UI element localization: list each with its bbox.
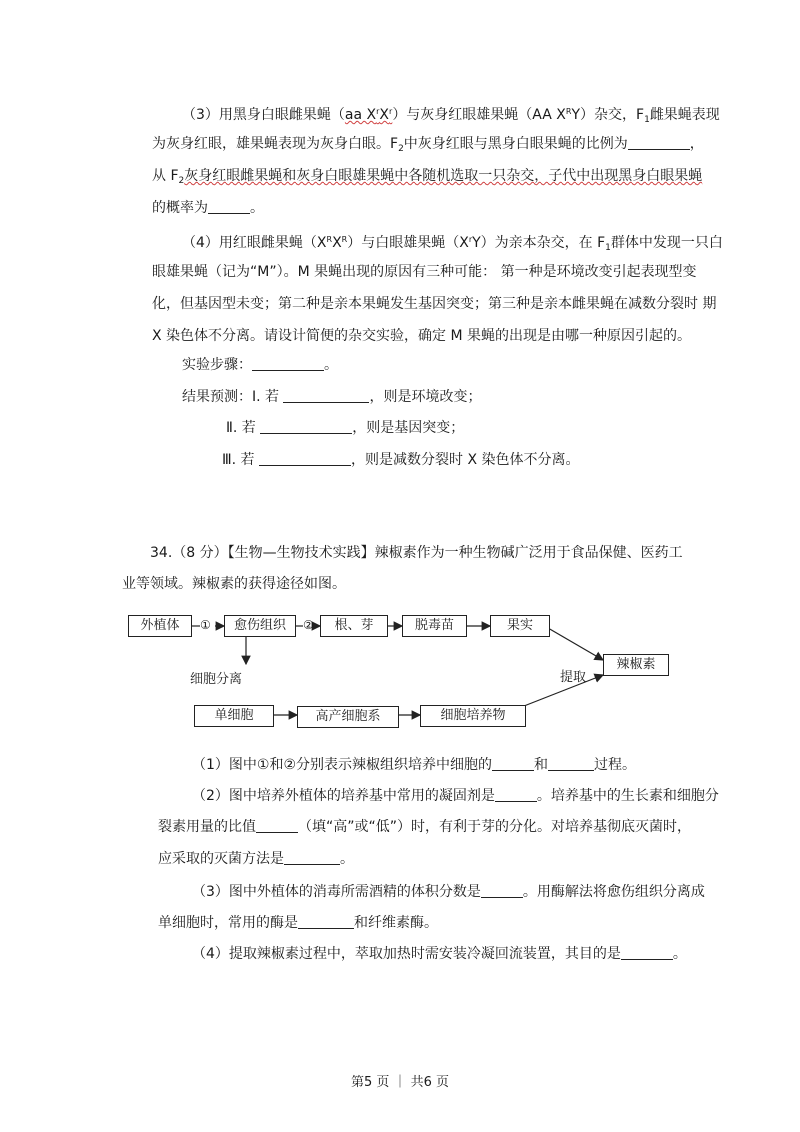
box-root-bud: 根、芽 xyxy=(320,615,388,637)
q34-sub-4: （4）提取辣椒素过程中，萃取加热时需安装冷凝回流装置，其目的是 。 xyxy=(192,946,687,962)
q34-sub-2-line-2: 裂素用量的比值 （填“高”或“低”）时，有利于芽的分化。对培养基彻底灭菌时， xyxy=(158,819,692,835)
answer-blank[interactable] xyxy=(548,756,594,771)
q3-line-1: （3）用黑身白眼雌果蝇（aa $X^rX^r$）与灰身红眼雄果蝇（AA $X^RY$）杂交，$F_1$雌果蝇表现 xyxy=(182,107,720,125)
box-high-yield-line: 高产细胞系 xyxy=(297,706,399,728)
answer-blank[interactable] xyxy=(495,787,537,802)
box-single-cell: 单细胞 xyxy=(194,705,274,727)
answer-blank[interactable] xyxy=(256,818,298,833)
experiment-steps: 实验步骤： 。 xyxy=(182,357,338,373)
box-explant: 外植体 xyxy=(128,615,192,637)
prediction-2: Ⅱ. 若 ，则是基因突变； xyxy=(226,420,465,436)
answer-blank[interactable] xyxy=(621,945,673,960)
arrow-fruit-capsaicin xyxy=(548,628,603,660)
q34-sub-2-line-3: 应采取的灭菌方法是 。 xyxy=(158,851,354,867)
answer-blank[interactable] xyxy=(481,883,523,898)
q4-line-3: 化，但基因型未变；第二种是亲本果蝇发生基因突变；第三种是亲本雌果蝇在减数分裂时 期 xyxy=(152,296,717,312)
q34-sub-3-line-1: （3）图中外植体的消毒所需酒精的体积分数是 。用酶解法将愈伤组织分离成 xyxy=(192,884,705,900)
q4-line-4: X 染色体不分离。请设计简便的杂交实验，确定 M 果蝇的出现是由哪一种原因引起的。 xyxy=(152,328,692,344)
page-footer: 第5 页 ｜ 共6 页 xyxy=(350,1075,450,1090)
q3-line-2: 为灰身红眼，雄果蝇表现为灰身白眼。$F_2$中灰身红眼与黑身白眼果蝇的比例为 ， xyxy=(152,136,704,154)
box-cell-culture: 细胞培养物 xyxy=(420,705,526,727)
box-fruit: 果实 xyxy=(490,615,550,637)
q3-line-4: 的概率为 。 xyxy=(152,200,264,216)
box-callus: 愈伤组织 xyxy=(224,615,296,637)
prediction-3: Ⅲ. 若 ，则是减数分裂时 X 染色体不分离。 xyxy=(222,452,580,468)
q4-line-1: （4）用红眼雌果蝇$(X^RX^R)$与白眼雄果蝇$(X^rY)$为亲本杂交，在 $F_1$群体中发现一只白 xyxy=(182,235,723,253)
q34-sub-3-line-2: 单细胞时，常用的酶是 和纤维素酶。 xyxy=(158,915,438,931)
marker-step-2: ② xyxy=(303,618,314,632)
box-capsaicin: 辣椒素 xyxy=(603,654,669,676)
q3-line-3: 从 $F_2$灰身红眼雌果蝇和灰身白眼雄果蝇中各随机选取一只杂交，子代中出现黑身白眼果蝇 xyxy=(152,168,703,186)
answer-blank[interactable] xyxy=(298,914,354,929)
q34-sub-2-line-1: （2）图中培养外植体的培养基中常用的凝固剂是 。培养基中的生长素和细胞分 xyxy=(192,788,719,804)
label-cell-separation: 细胞分离 xyxy=(190,672,243,687)
q34-line-1: 34.（8 分）【生物—生物技术实践】辣椒素作为一种生物碱广泛用于食品保健、医药工 xyxy=(150,545,683,561)
answer-blank[interactable] xyxy=(492,756,534,771)
marker-step-1: ① xyxy=(200,618,211,632)
box-virus-free-seedling: 脱毒苗 xyxy=(402,615,467,637)
q34-sub-1: （1）图中①和②分别表示辣椒组织培养中细胞的 和 过程。 xyxy=(192,757,637,773)
label-extract: 提取 xyxy=(560,670,587,685)
q34-line-2: 业等领域。辣椒素的获得途径如图。 xyxy=(122,576,346,592)
q4-line-2: 眼雄果蝇（记为“M”）。M 果蝇出现的原因有三种可能： 第一种是环境改变引起表现型变 xyxy=(152,264,697,280)
prediction-1: 结果预测：Ⅰ. 若 ，则是环境改变； xyxy=(182,389,482,405)
answer-blank[interactable] xyxy=(284,850,340,865)
